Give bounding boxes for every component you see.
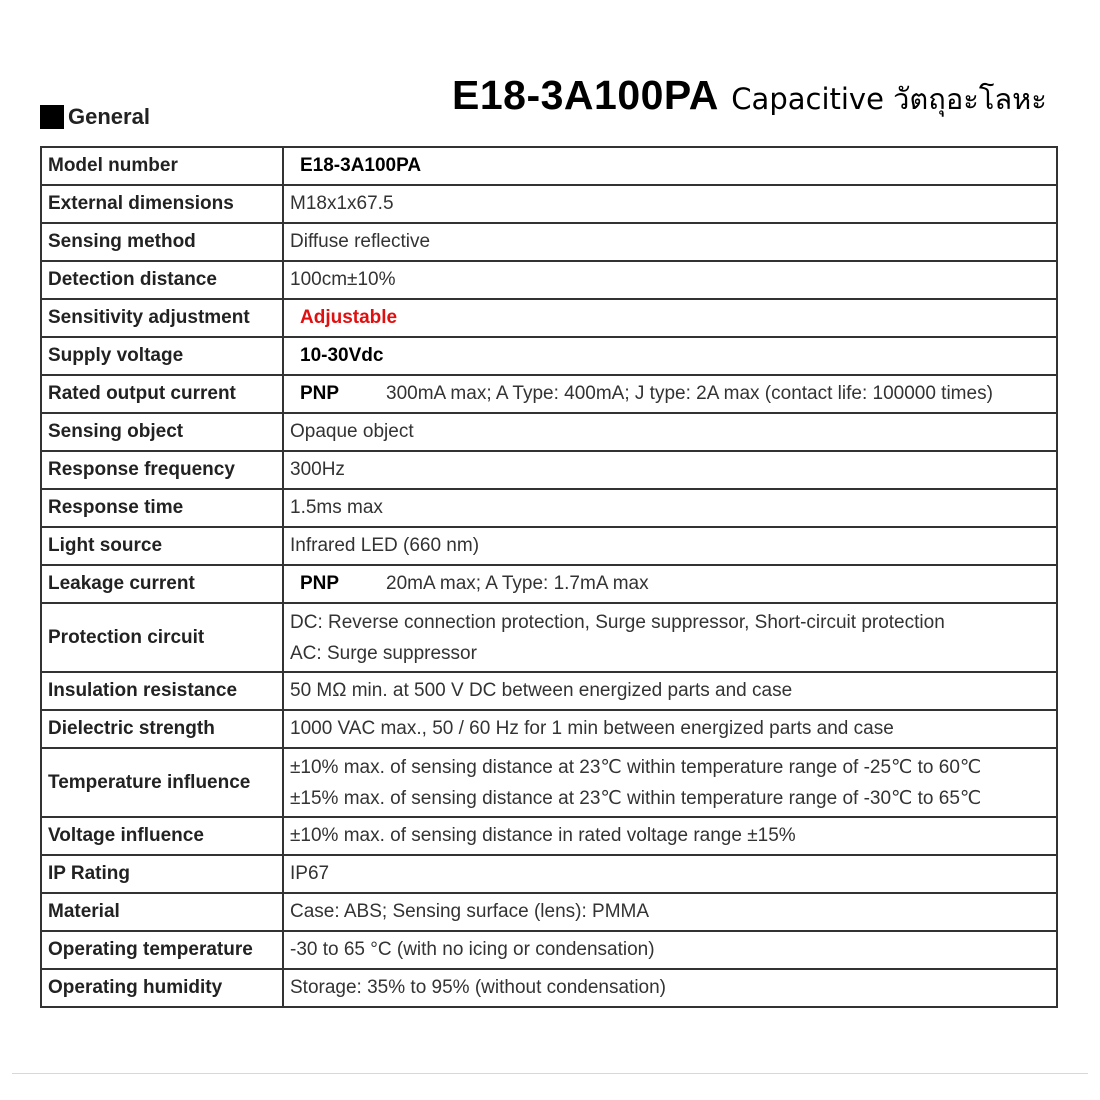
row-key: Insulation resistance bbox=[41, 672, 283, 710]
bottom-divider bbox=[12, 1073, 1088, 1074]
table-row bbox=[41, 931, 1057, 969]
output-type-tag: PNP bbox=[300, 573, 340, 594]
adjustable-value: Adjustable bbox=[300, 307, 398, 328]
output-type-tag: PNP bbox=[300, 383, 340, 404]
table-row bbox=[41, 413, 1057, 451]
row-key: Material bbox=[41, 893, 283, 931]
table-row bbox=[41, 855, 1057, 893]
table-row bbox=[41, 261, 1057, 299]
table-row bbox=[41, 672, 1057, 710]
row-value: Case: ABS; Sensing surface (lens): PMMA bbox=[283, 893, 1057, 931]
model-value: E18-3A100PA bbox=[300, 155, 422, 176]
supply-voltage-value: 10-30Vdc bbox=[300, 345, 384, 366]
row-value: Storage: 35% to 95% (without condensation) bbox=[283, 969, 1057, 1007]
row-key: Response time bbox=[41, 489, 283, 527]
value-line: AC: Surge suppressor bbox=[290, 642, 477, 664]
table-row bbox=[41, 337, 1057, 375]
row-value: 1.5ms max bbox=[283, 489, 1057, 527]
row-value: IP67 bbox=[283, 855, 1057, 893]
row-key: Operating humidity bbox=[41, 969, 283, 1007]
row-value: 50 MΩ min. at 500 V DC between energized parts and case bbox=[283, 672, 1057, 710]
table-row bbox=[41, 748, 1057, 817]
row-key: Light source bbox=[41, 527, 283, 565]
row-value: 300Hz bbox=[283, 451, 1057, 489]
table-row bbox=[41, 893, 1057, 931]
row-key: External dimensions bbox=[41, 185, 283, 223]
row-key: Leakage current bbox=[41, 565, 283, 603]
table-row bbox=[41, 375, 1057, 413]
value-line: ±10% max. of sensing distance at 23℃ within temperature range of -25℃ to 60℃ bbox=[290, 756, 982, 778]
black-square-icon bbox=[40, 105, 64, 129]
row-key: Sensing object bbox=[41, 413, 283, 451]
spec-table bbox=[40, 146, 1058, 1008]
row-key: Model number bbox=[41, 147, 283, 185]
section-label: General bbox=[68, 104, 150, 129]
row-key: Protection circuit bbox=[41, 603, 283, 672]
value-line: ±15% max. of sensing distance at 23℃ within temperature range of -30℃ to 65℃ bbox=[290, 787, 982, 809]
value-line: DC: Reverse connection protection, Surge suppressor, Short-circuit protection bbox=[290, 611, 945, 633]
row-value bbox=[283, 565, 1057, 603]
row-key: Supply voltage bbox=[41, 337, 283, 375]
row-key: Response frequency bbox=[41, 451, 283, 489]
row-key: Rated output current bbox=[41, 375, 283, 413]
product-description: Capacitive วัตถุอะโลหะ bbox=[731, 82, 1047, 116]
table-row bbox=[41, 147, 1057, 185]
row-value bbox=[283, 748, 1057, 817]
table-row bbox=[41, 527, 1057, 565]
row-value: 1000 VAC max., 50 / 60 Hz for 1 min between energized parts and case bbox=[283, 710, 1057, 748]
row-key: Sensing method bbox=[41, 223, 283, 261]
product-title bbox=[452, 72, 1047, 122]
table-row bbox=[41, 451, 1057, 489]
row-value: Diffuse reflective bbox=[283, 223, 1057, 261]
row-key: Dielectric strength bbox=[41, 710, 283, 748]
row-value: ±10% max. of sensing distance in rated voltage range ±15% bbox=[283, 817, 1057, 855]
table-row bbox=[41, 489, 1057, 527]
row-value: -30 to 65 °C (with no icing or condensation) bbox=[283, 931, 1057, 969]
table-row bbox=[41, 817, 1057, 855]
row-value bbox=[283, 375, 1057, 413]
row-key: Temperature influence bbox=[41, 748, 283, 817]
row-value: Opaque object bbox=[283, 413, 1057, 451]
table-row bbox=[41, 603, 1057, 672]
section-header bbox=[40, 104, 150, 130]
table-row bbox=[41, 710, 1057, 748]
table-row bbox=[41, 565, 1057, 603]
table-row bbox=[41, 223, 1057, 261]
table-row bbox=[41, 185, 1057, 223]
row-key: Voltage influence bbox=[41, 817, 283, 855]
row-value bbox=[283, 299, 1057, 337]
row-value bbox=[283, 147, 1057, 185]
row-key: Operating temperature bbox=[41, 931, 283, 969]
leakage-current-text: 20mA max; A Type: 1.7mA max bbox=[386, 573, 649, 594]
row-key: IP Rating bbox=[41, 855, 283, 893]
row-value: M18x1x67.5 bbox=[283, 185, 1057, 223]
product-model-heading: E18-3A100PA bbox=[452, 72, 719, 118]
row-value: 100cm±10% bbox=[283, 261, 1057, 299]
table-row bbox=[41, 299, 1057, 337]
rated-current-text: 300mA max; A Type: 400mA; J type: 2A max (contact life: 100000 times) bbox=[386, 383, 993, 404]
row-value: Infrared LED (660 nm) bbox=[283, 527, 1057, 565]
row-value bbox=[283, 337, 1057, 375]
row-key: Detection distance bbox=[41, 261, 283, 299]
row-value bbox=[283, 603, 1057, 672]
row-key: Sensitivity adjustment bbox=[41, 299, 283, 337]
table-row bbox=[41, 969, 1057, 1007]
